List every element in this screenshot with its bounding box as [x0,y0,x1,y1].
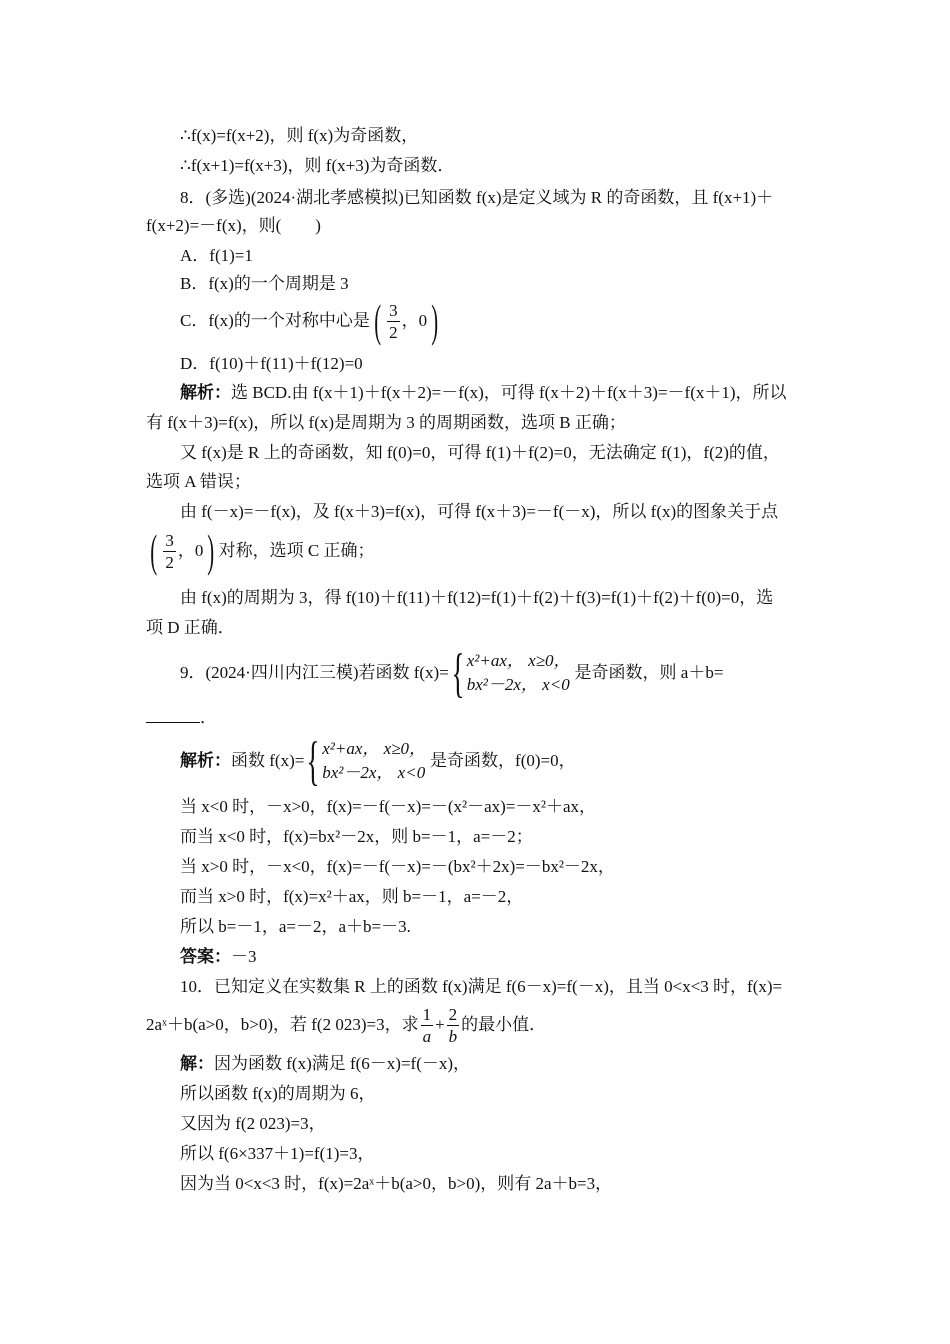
option-c [180,295,442,347]
solution-line: 因为当 0<x<3 时，f(x)=2aˣ＋b(a>0，b>0)，则有 2a＋b=3， [180,1174,613,1193]
solution-line [146,525,375,577]
question-text: 的最小值． [461,1015,547,1034]
solution-line: 由 f(x)的周期为 3，得 f(10)＋f(11)＋f(12)=f(1)＋f(2)＋f(3)=f(1)＋f(2)＋f(0)=0，选 [180,588,774,607]
answer-value: －3 [231,947,257,966]
question-text: 是奇函数，则 a＋b= [574,663,724,682]
text-line: ∴f(x+1)=f(x+3)，则 f(x+3)为奇函数． [180,156,455,175]
solution-line: 由 f(－x)=－f(x)，及 f(x＋3)=f(x)，可得 f(x＋3)=－f(－x)，所以 f(x)的图象关于点 [180,502,779,521]
solution-line [180,381,787,405]
paren-rest: ，0 [401,311,428,330]
solution-line: 有 f(x＋3)=f(x)，所以 f(x)是周期为 3 的周期函数，选项 B 正确； [146,413,626,432]
analysis-line: 当 x>0 时，－x<0，f(x)=－f(－x)=－(bx²＋2x)=－bx²－2x， [180,857,615,876]
cases [467,649,571,697]
question-text: 2aˣ＋b(a>0，b>0)，若 f(2 023)=3，求 [146,1015,419,1034]
text-line: ∴f(x)=f(x+2)，则 f(x)为奇函数， [180,126,419,145]
fraction [163,532,176,571]
fraction-numerator: 2 [448,1004,458,1024]
fraction [447,1006,460,1045]
solution-line: 所以函数 f(x)的周期为 6， [180,1084,376,1103]
option-a: A．f(1)=1 [180,246,253,265]
answer-blank-line [146,706,217,730]
solution-text: 对称，选项 C 正确； [218,541,375,560]
case-2: bx²－2x， x<0 [466,675,570,694]
question-8: 8．(多选)(2024·湖北孝感模拟)已知函数 f(x)是定义域为 R 的奇函数，且 f(x+1)＋ [180,188,774,207]
solution-line: 项 D 正确． [146,618,235,637]
fraction-denominator: b [448,1026,458,1046]
analysis-9 [180,730,576,791]
analysis-line: 而当 x<0 时，f(x)=bx²－2x，则 b=－1，a=－2； [180,827,533,846]
fraction-numerator: 3 [165,530,174,550]
cases [322,737,426,785]
question-10: 10．已知定义在实数集 R 上的函数 f(x)满足 f(6－x)=f(－x)，且当 0<x<3 时，f(x)= [180,977,783,996]
question-text: 9．(2024·四川内江三模)若函数 f(x)= [180,663,449,682]
solution-text: 选 BCD.由 f(x＋1)＋f(x＋2)=－f(x)，可得 f(x＋2)＋f(x＋3)=－f(x＋1)，所以 [231,383,787,402]
right-paren: ) [431,295,439,347]
piecewise [449,642,571,703]
right-paren: ) [207,525,215,577]
analysis-label: 解析： [180,751,231,770]
paren-rest: ，0 [177,541,204,560]
solution-label: 解析： [180,383,231,402]
question-9 [180,642,724,703]
period: ． [200,708,217,727]
left-paren: ( [374,295,381,347]
text-line: f(x+2)=－f(x)，则( ) [146,216,321,235]
case-2: bx²－2x， x<0 [322,763,426,782]
answer-line [180,945,257,969]
plus-sign: + [435,1015,445,1034]
answer-label: 答案： [180,947,231,966]
question-10-line-2 [146,1004,546,1046]
solution-line: 所以 f(6×337＋1)=f(1)=3， [180,1144,375,1163]
solution-label: 解： [180,1054,214,1073]
fraction [387,302,400,341]
left-paren: ( [150,525,158,577]
solution-text: 因为函数 f(x)满足 f(6－x)=f(－x)， [214,1054,471,1073]
option-c-text: C．f(x)的一个对称中心是 [180,311,370,330]
solution-line: 又 f(x)是 R 上的奇函数，知 f(0)=0，可得 f(1)＋f(2)=0，无法确定 f(1)，f(2)的值， [180,443,780,462]
case-1: x²+ax， x≥0， [466,651,571,670]
fraction [421,1006,434,1045]
left-brace: { [306,730,320,791]
fraction-denominator: 2 [389,322,398,342]
option-d: D．f(10)＋f(11)＋f(12)=0 [180,354,363,373]
left-brace: { [451,642,465,703]
fraction-numerator: 3 [389,300,398,320]
analysis-text: 是奇函数，f(0)=0， [430,751,576,770]
solution-line [180,1052,470,1076]
fraction-denominator: 2 [165,552,174,572]
analysis-line: 当 x<0 时，－x>0，f(x)=－f(－x)=－(x²－ax)=－x²＋ax， [180,797,597,816]
case-1: x²+ax， x≥0， [322,739,427,758]
fraction-numerator: 1 [422,1004,432,1024]
piecewise [304,730,427,791]
fraction-denominator: a [422,1026,432,1046]
answer-blank [146,722,200,723]
option-b: B．f(x)的一个周期是 3 [180,274,349,293]
analysis-text: 函数 f(x)= [231,751,305,770]
solution-line: 选项 A 错误； [146,472,251,491]
solution-line: 又因为 f(2 023)=3， [180,1114,326,1133]
analysis-line: 而当 x>0 时，f(x)=x²＋ax，则 b=－1，a=－2， [180,887,524,906]
analysis-line: 所以 b=－1，a=－2，a＋b=－3. [180,917,411,936]
